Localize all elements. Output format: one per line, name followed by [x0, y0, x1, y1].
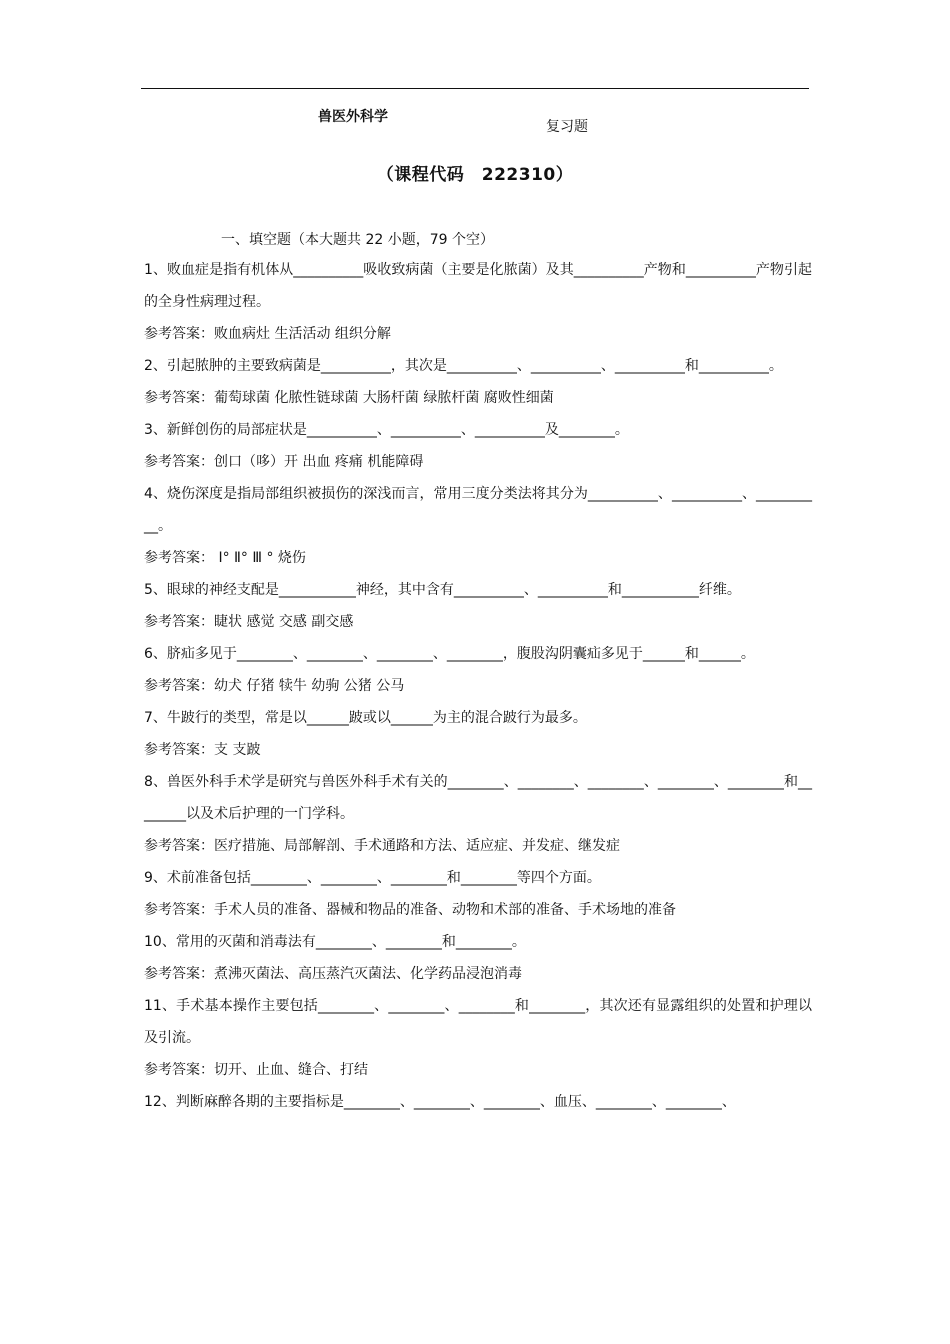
question-2: 2、引起脓肿的主要致病菌是__________，其次是__________、__________、__________和__________。 [144, 358, 783, 374]
answer-10: 参考答案：煮沸灭菌法、高压蒸汽灭菌法、化学药品浸泡消毒 [144, 966, 522, 982]
answer-8: 参考答案：医疗措施、局部解剖、手术通路和方法、适应症、并发症、继发症 [144, 838, 620, 854]
answer-7: 参考答案：支 支跛 [144, 742, 261, 758]
subject-title: 兽医外科学 [318, 109, 388, 125]
section-title: 一、填空题（本大题共 22 小题，79 个空） [221, 232, 494, 248]
question-8: 8、兽医外科手术学是研究与兽医外科手术有关的________、________、________、________、________和________以及术后护理的一门学科。 [144, 774, 812, 822]
answer-5: 参考答案：睫状 感觉 交感 副交感 [144, 614, 354, 630]
answer-2: 参考答案：葡萄球菌 化脓性链球菌 大肠杆菌 绿脓杆菌 腐败性细菌 [144, 390, 554, 406]
question-4: 4、烧伤深度是指局部组织被损伤的深浅而言，常用三度分类法将其分为__________、__________、__________。 [144, 486, 812, 534]
header-rule [141, 88, 809, 89]
question-12: 12、判断麻醉各期的主要指标是________、________、________、血压、________、________、 [144, 1094, 736, 1110]
answer-4: 参考答案： Ⅰ° Ⅱ° Ⅲ ° 烧伤 [144, 550, 306, 566]
course-code: （课程代码 222310） [376, 165, 574, 185]
question-10: 10、常用的灭菌和消毒法有________、________和________。 [144, 934, 526, 950]
doc-type-label: 复习题 [546, 119, 588, 135]
answer-9: 参考答案：手术人员的准备、器械和物品的准备、动物和术部的准备、手术场地的准备 [144, 902, 676, 918]
answer-6: 参考答案：幼犬 仔猪 犊牛 幼驹 公猪 公马 [144, 678, 405, 694]
question-1: 1、败血症是指有机体从__________吸收致病菌（主要是化脓菌）及其__________产物和__________产物引起的全身性病理过程。 [144, 262, 812, 310]
answer-11: 参考答案：切开、止血、缝合、打结 [144, 1062, 368, 1078]
question-7: 7、牛跛行的类型，常是以______跛或以______为主的混合跛行为最多。 [144, 710, 587, 726]
question-3: 3、新鲜创伤的局部症状是__________、__________、__________及________。 [144, 422, 629, 438]
question-5: 5、眼球的神经支配是___________神经，其中含有__________、__________和___________纤维。 [144, 582, 741, 598]
question-list [144, 254, 812, 1118]
question-11: 11、手术基本操作主要包括________、________、________和________，其次还有显露组织的处置和护理以及引流。 [144, 998, 812, 1046]
question-6: 6、脐疝多见于________、________、________、________，腹股沟阴囊疝多见于______和______。 [144, 646, 755, 662]
question-9: 9、术前准备包括________、________、________和________等四个方面。 [144, 870, 601, 886]
answer-3: 参考答案：创口（哆）开 出血 疼痛 机能障碍 [144, 454, 424, 470]
answer-1: 参考答案：败血病灶 生活活动 组织分解 [144, 326, 391, 342]
